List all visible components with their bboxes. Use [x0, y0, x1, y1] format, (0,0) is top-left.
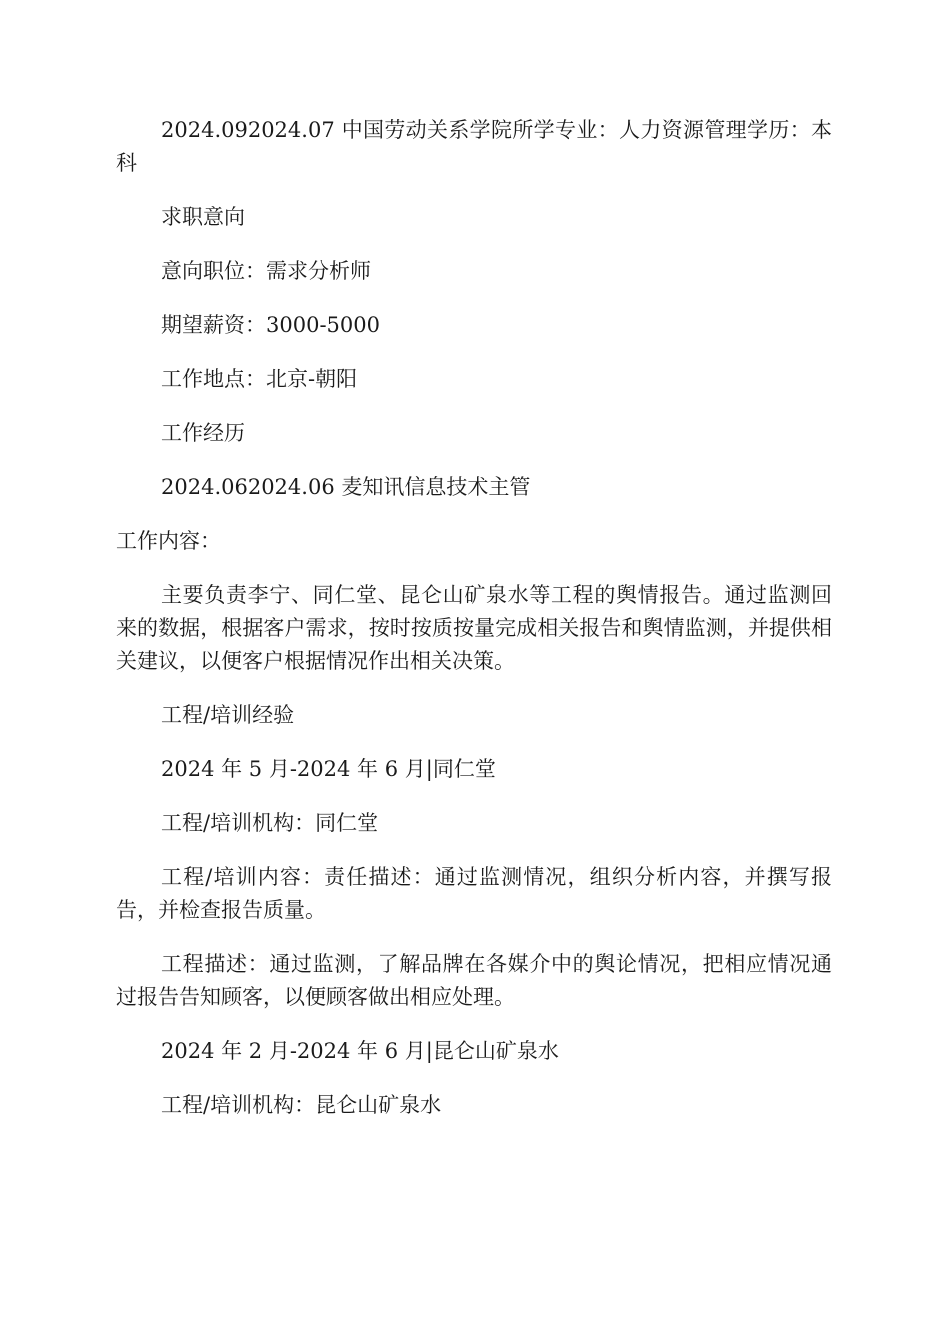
section-heading-work-experience: 工作经历 — [161, 421, 245, 445]
intended-position: 意向职位：需求分析师 — [161, 259, 371, 283]
project-entry-date: 2024 年 2 月-2024 年 6 月|昆仑山矿泉水 — [161, 1039, 559, 1063]
project-entry-date: 2024 年 5 月-2024 年 6 月|同仁堂 — [161, 757, 496, 781]
section-heading-project-training: 工程/培训经验 — [161, 703, 295, 727]
education-line: 2024.092024.07 中国劳动关系学院所学专业：人力资源管理学历：本科 — [116, 118, 832, 175]
project-description: 工程描述：通过监测，了解品牌在各媒介中的舆论情况，把相应情况通过报告告知顾客，以便顾客做出相应处理。 — [116, 952, 832, 1009]
work-content-description: 主要负责李宁、同仁堂、昆仑山矿泉水等工程的舆情报告。通过监测回来的数据，根据客户需求，按时按质按量完成相关报告和舆情监测，并提供相关建议，以便客户根据情况作出相关决策。 — [116, 583, 832, 673]
work-content-label: 工作内容： — [116, 529, 221, 553]
project-institution: 工程/培训机构：同仁堂 — [161, 811, 379, 835]
project-institution: 工程/培训机构：昆仑山矿泉水 — [161, 1093, 442, 1117]
project-content: 工程/培训内容：责任描述：通过监测情况，组织分析内容，并撰写报告，并检查报告质量。 — [116, 865, 832, 922]
section-heading-job-intention: 求职意向 — [161, 205, 245, 229]
work-location: 工作地点：北京-朝阳 — [161, 367, 358, 391]
work-experience-entry: 2024.062024.06 麦知讯信息技术主管 — [161, 475, 531, 499]
document-body — [116, 114, 832, 1143]
expected-salary: 期望薪资：3000-5000 — [161, 313, 380, 337]
